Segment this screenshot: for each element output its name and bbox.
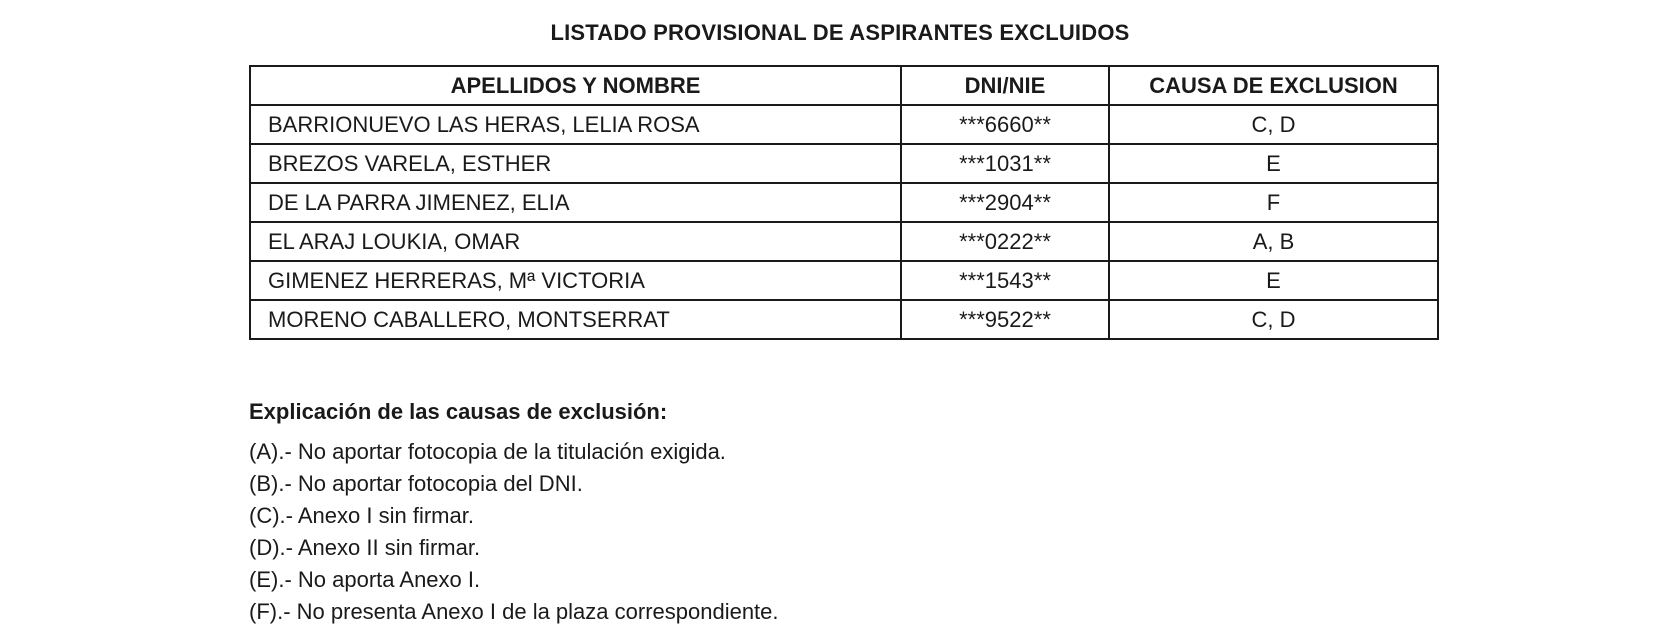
column-header-dni: DNI/NIE: [901, 66, 1109, 105]
list-item: (B).- No aportar fotocopia del DNI.: [249, 471, 583, 496]
table-row: [250, 105, 1438, 144]
exclusion-cause: C, D: [1109, 300, 1438, 339]
exclusion-causes-list: [249, 436, 779, 628]
list-item: (C).- Anexo I sin firmar.: [249, 503, 474, 528]
applicant-name: BARRIONUEVO LAS HERAS, LELIA ROSA: [250, 105, 901, 144]
applicant-dni: ***1543**: [901, 261, 1109, 300]
exclusion-cause: A, B: [1109, 222, 1438, 261]
applicant-dni: ***0222**: [901, 222, 1109, 261]
table-row: [250, 183, 1438, 222]
applicant-name: BREZOS VARELA, ESTHER: [250, 144, 901, 183]
applicant-dni: ***6660**: [901, 105, 1109, 144]
applicant-dni: ***1031**: [901, 144, 1109, 183]
table-row: [250, 300, 1438, 339]
list-item: (A).- No aportar fotocopia de la titulación exigida.: [249, 439, 726, 464]
table-row: [250, 144, 1438, 183]
exclusion-cause: E: [1109, 144, 1438, 183]
exclusion-causes-section: [249, 398, 779, 628]
excluded-applicants-table: [249, 65, 1439, 340]
list-item: (F).- No presenta Anexo I de la plaza correspondiente.: [249, 599, 779, 624]
column-header-name: APELLIDOS Y NOMBRE: [250, 66, 901, 105]
applicant-name: GIMENEZ HERRERAS, Mª VICTORIA: [250, 261, 901, 300]
applicant-dni: ***2904**: [901, 183, 1109, 222]
applicant-name: DE LA PARRA JIMENEZ, ELIA: [250, 183, 901, 222]
table-row: [250, 261, 1438, 300]
document-title: LISTADO PROVISIONAL DE ASPIRANTES EXCLUIDOS: [550, 20, 1130, 45]
list-item: (E).- No aporta Anexo I.: [249, 567, 481, 592]
list-item: (D).- Anexo II sin firmar.: [249, 535, 481, 560]
applicant-name: EL ARAJ LOUKIA, OMAR: [250, 222, 901, 261]
exclusion-causes-heading: Explicación de las causas de exclusión:: [249, 399, 668, 424]
exclusion-cause: E: [1109, 261, 1438, 300]
applicant-dni: ***9522**: [901, 300, 1109, 339]
exclusion-cause: C, D: [1109, 105, 1438, 144]
table-row: [250, 222, 1438, 261]
table-header-row: [250, 66, 1438, 105]
applicant-name: MORENO CABALLERO, MONTSERRAT: [250, 300, 901, 339]
exclusion-cause: F: [1109, 183, 1438, 222]
column-header-cause: CAUSA DE EXCLUSION: [1109, 66, 1438, 105]
